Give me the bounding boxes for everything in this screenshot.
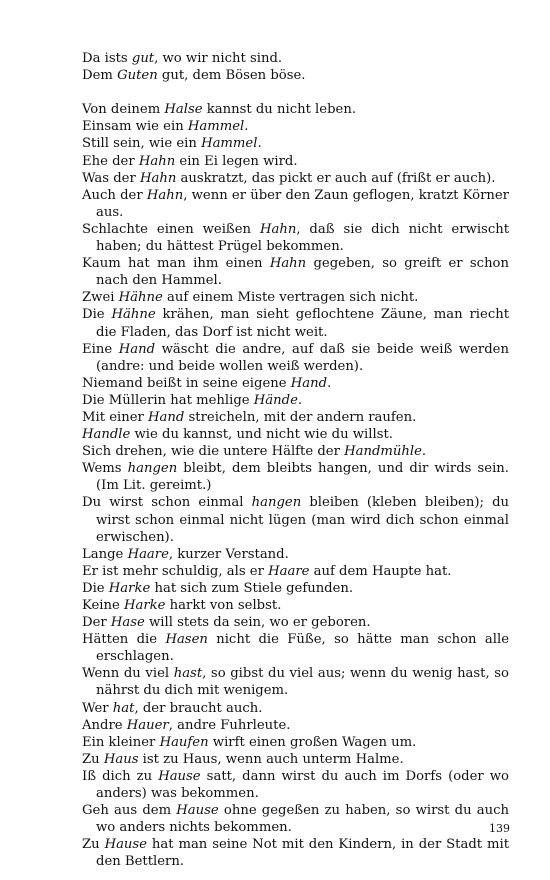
keyword: Hammel [201,136,258,152]
keyword: Handmühle [344,444,422,460]
proverb-text: Andre [82,717,127,733]
proverb-entry [82,392,509,409]
proverb-text: Geh aus dem [82,803,177,819]
keyword: Hause [104,837,147,853]
proverb-entry [82,187,509,221]
keyword: hangen [127,461,178,477]
proverb-text: kannst du nicht leben. [202,102,357,118]
proverb-entry [82,734,509,751]
proverb-text: harkt von selbst. [165,598,282,613]
proverb-text: Dem [82,68,118,84]
keyword: hat [112,700,135,716]
proverb-entry [82,631,509,665]
keyword: Hand [148,409,185,425]
proverb-text: Zwei [82,290,119,306]
proverb-text: Die [82,307,112,323]
proverb-text: Niemand beißt in seine eigene [82,375,291,391]
keyword: Hause [176,803,219,819]
proverb-text: bleiben (kleben bleiben); du wirst schon einmal nicht lügen (man wird dich schon einmal erwischen). [96,495,509,545]
proverb-text: Der [82,615,111,631]
keyword: Haufen [159,734,209,750]
proverb-text: bleibt, dem bleibts hangen, und dir wirds sein. (Im Lit. gereimt.) [96,461,509,494]
proverb-entry [82,443,509,460]
proverb-text: satt, dann wirst du auch im Dorfs (oder wo anders) was bekommen. [96,768,509,802]
keyword: Hahn [269,256,307,272]
paragraph-gap [82,84,509,101]
proverb-text: , so gibst du viel aus; wenn du wenig hast, so nährst du dich mit wenigem. [96,666,509,699]
proverb-entry [82,67,509,84]
keyword: Hähne [111,307,156,323]
proverb-text: Ein kleiner [82,734,160,750]
proverb-entry [82,221,509,255]
proverb-text: Was der [82,170,140,186]
proverb-text: auskratzt, das pickt er auch auf (frißt er auch). [176,170,496,186]
proverb-text: wäscht die andre, auf daß sie beide weiß werden (andre: und beide wollen weiß werden). [96,341,509,374]
proverb-entry [82,665,509,699]
proverb-entry [82,614,509,631]
proverb-text: Mit einer [82,409,149,425]
proverb-entry [82,135,509,152]
keyword: hast [173,666,203,682]
proverb-text: , wo wir nicht sind. [154,51,283,66]
proverb-text: Einsam wie ein [82,119,188,135]
page-number: 139 [489,822,510,835]
proverb-entry [82,101,509,118]
proverb-text: Zu [82,837,105,853]
proverb-entry [82,426,509,443]
proverb-text: auf dem Haupte hat. [309,563,452,579]
proverb-text: Lange [82,546,128,562]
keyword: Hahn [259,221,297,237]
proverb-entry [82,118,509,135]
keyword: hangen [251,495,302,511]
proverb-text: wie du kannst, und nicht wie du willst. [130,427,393,443]
keyword: Hähne [118,290,163,306]
proverb-entry [82,802,509,836]
proverb-text: Schlachte einen weißen [82,221,260,237]
proverb-entry [82,751,509,768]
keyword: Hahn [139,170,177,186]
proverb-text: ein Ei legen wird. [175,153,298,169]
keyword: Hammel [187,119,245,135]
proverb-text: Die [82,580,109,596]
proverb-entry [82,563,509,580]
proverb-text: Auch der [82,187,147,203]
proverb-entry [82,341,509,375]
proverb-text: , andre Fuhrleute. [168,717,291,733]
proverb-text: Sich drehen, wie die untere Hälfte der [82,444,345,460]
proverb-text: hat man seine Not mit den Kindern, in der Stadt mit den Bettlern. [96,837,509,870]
proverb-text: streicheln, mit der andern raufen. [184,409,417,425]
proverb-entry [82,170,509,187]
proverb-entry [82,836,509,870]
proverb-text: , wenn er über den Zaun geflogen, kratzt Körner aus. [96,187,509,220]
proverb-text: will stets da sein, wo er geboren. [144,615,371,631]
proverb-text: Wer [82,700,113,716]
proverb-text: krähen, man sieht geflochtene Zäune, man riecht die Fladen, das Dorf ist nicht weit. [96,307,510,340]
proverb-list [82,50,509,871]
proverb-text: , kurzer Verstand. [168,546,289,562]
keyword: gut [131,51,155,66]
proverb-text: auf einem Miste vertragen sich nicht. [162,290,419,306]
proverb-entry [82,153,509,170]
proverb-text: wirft einen großen Wagen um. [208,734,417,750]
proverb-text: , der braucht auch. [134,700,263,716]
keyword: Guten [117,68,158,84]
proverb-entry [82,717,509,734]
keyword: Haare [268,563,310,579]
keyword: Halse [164,102,203,118]
keyword: Hahn [138,153,176,169]
proverb-text: Du wirst schon einmal [82,495,252,511]
proverb-text: Von deinem [82,102,165,118]
proverb-text: Iß dich zu [82,768,159,784]
keyword: Hände [253,392,298,408]
proverb-text: . [244,119,249,135]
keyword: Hand [118,341,156,357]
proverb-text: Zu [82,751,104,767]
proverb-text: Da ists [82,51,132,66]
proverb-entry [82,255,509,289]
proverb-entry [82,306,509,340]
proverb-text: Keine [82,598,125,613]
proverb-text: Still sein, wie ein [82,136,202,152]
proverb-entry [82,50,509,67]
proverb-entry [82,597,509,614]
proverb-text: Eine [82,341,119,357]
keyword: Hasen [165,632,208,648]
proverb-text: nicht die Füße, so hätte man schon alle erschlagen. [96,632,509,665]
keyword: Haus [103,751,139,767]
proverb-text: Wems [82,461,128,477]
proverb-entry [82,409,509,426]
proverb-text: gut, dem Bösen böse. [157,68,306,84]
proverb-text: hat sich zum Stiele gefunden. [150,580,354,596]
keyword: Hauer [126,717,169,733]
keyword: Harke [108,580,151,596]
keyword: Hand [290,375,328,391]
proverb-entry [82,289,509,306]
proverb-entry [82,580,509,597]
proverb-text: . [421,444,427,460]
proverb-text: . [327,375,332,391]
proverb-entry [82,768,509,802]
proverb-text: ist zu Haus, wenn auch unterm Halme. [138,751,404,767]
keyword: Hause [158,768,201,784]
proverb-entry [82,460,509,494]
proverb-entry [82,494,509,545]
proverb-text: Wenn du viel [82,666,174,682]
keyword: Hahn [146,187,184,203]
proverb-text: . [297,392,303,408]
proverb-text: ohne gegeßen zu haben, so wirst du auch wo anders nichts bekommen. [96,803,509,836]
keyword: Haare [127,546,169,562]
keyword: Hase [110,615,145,631]
keyword: Handle [82,427,131,443]
proverb-text: Ehe der [82,153,139,169]
proverb-entry [82,546,509,563]
proverb-text: Er ist mehr schuldig, als er [82,563,269,579]
proverb-text: gegeben, so greift er schon nach den Hammel. [96,256,509,289]
proverb-text: Hätten die [82,632,166,648]
proverb-entry [82,700,509,717]
keyword: Harke [124,598,166,613]
proverb-entry [82,375,509,392]
proverb-text: Die Müllerin hat mehlige [82,392,254,408]
proverb-text: . [257,136,262,152]
proverb-text: , daß sie dich nicht erwischt haben; du hättest Prügel bekommen. [96,221,509,255]
proverb-text: Kaum hat man ihm einen [82,256,270,272]
